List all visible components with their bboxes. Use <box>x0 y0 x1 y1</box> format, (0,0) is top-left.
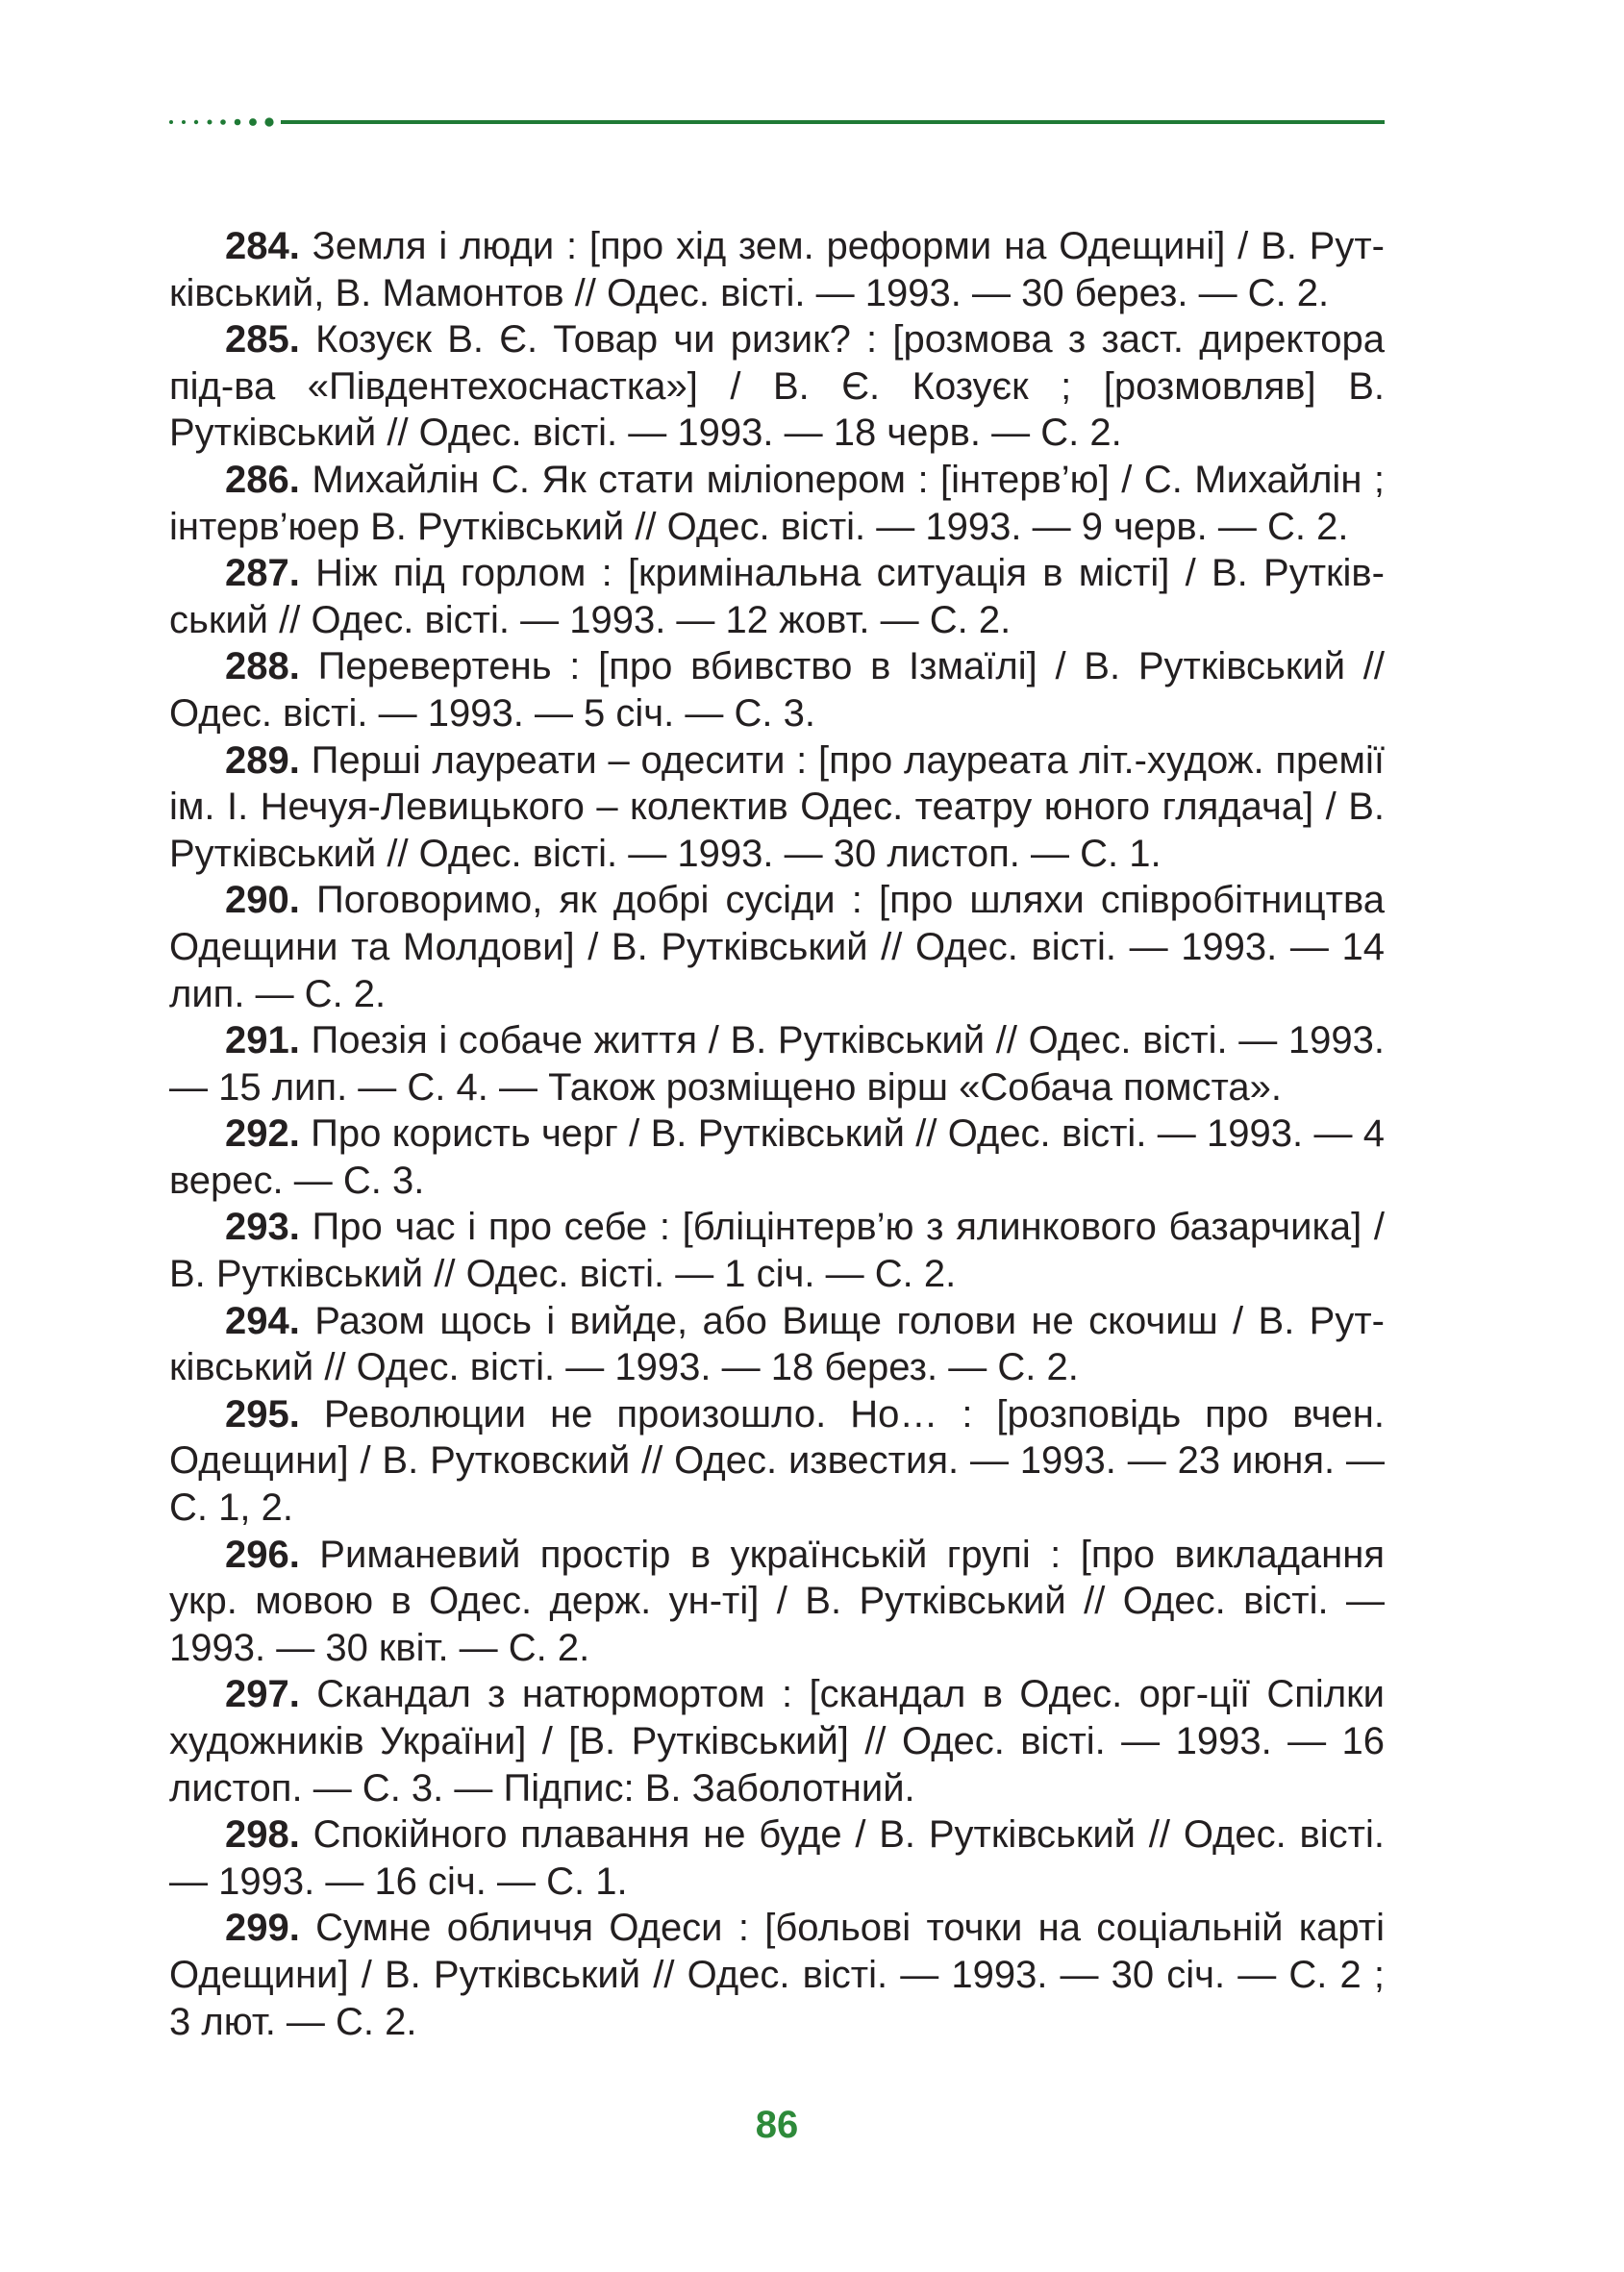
entry-number: 293. <box>225 1206 300 1249</box>
entry-text: Про користь черг / В. Рутківський // Одес. вісті. — 1993. — 4 верес. — С. 3. <box>169 1112 1385 1202</box>
dotted-line-icon <box>168 115 1385 129</box>
bibliography-entry <box>169 1811 1385 1905</box>
bibliography-entry <box>169 1532 1385 1672</box>
entry-number: 290. <box>225 879 300 922</box>
bibliography-entry <box>169 1905 1385 2045</box>
entry-text: Скандал з натюрмортом : [скандал в Одес. орг-ції Спілки художників України] / [В. Рутківський] // Одес. вісті. — 1993. — 16 листоп. — С. 3. — Підпис: В. Заболотний. <box>169 1673 1385 1810</box>
entry-number: 298. <box>225 1813 300 1857</box>
entry-number: 285. <box>225 318 300 362</box>
bibliography-entry <box>169 1298 1385 1391</box>
entry-number: 286. <box>225 458 300 501</box>
entry-text: Михайлін С. Як стати мілionером : [інтерв’ю] / С. Михайлін ; інтерв’юер В. Рутківський // Одес. вісті. — 1993. — 9 черв. — С. 2. <box>169 458 1385 548</box>
bibliography-entry <box>169 457 1385 550</box>
entry-number: 297. <box>225 1673 300 1716</box>
bibliography-entry <box>169 1391 1385 1532</box>
entry-number: 299. <box>225 1907 300 1950</box>
entry-number: 292. <box>225 1112 300 1156</box>
entry-text: Революции не произошло. Но… : [розповідь про вчен. Одещини] / В. Рутковский // Одес. известия. — 1993. — 23 июня. — С. 1, 2. <box>169 1392 1385 1530</box>
entry-text: Земля і люди : [про хід зем. реформи на Одещині] / В. Рутківський, В. Мамонтов // Одес. вісті. — 1993. — 30 берез. — С. 2. <box>169 225 1385 314</box>
bibliography-entry <box>169 643 1385 737</box>
entry-text: Разом щось і вийде, або Вище голови не скочиш / В. Рутківський // Одес. вісті. — 1993. — 18 берез. — С. 2. <box>169 1299 1385 1389</box>
entry-number: 284. <box>225 225 300 267</box>
entry-text: Перші лауреати – одесити : [про лауреата літ.-худож. премії ім. І. Нечуя-Левицького – колектив Одес. театру юного глядача] / В. Рутківський // Одес. вісті. — 1993. — 30 листоп. — С. 1. <box>169 738 1385 875</box>
entry-text: Риманевий простір в українській групі : [про викладання укр. мовою в Одес. держ. ун-ті] / В. Рутківський // Одес. вісті. — 1993. — 30 квіт. — С. 2. <box>169 1533 1385 1669</box>
entry-text: Поезія і собаче життя / В. Рутківський // Одес. вісті. — 1993. — 15 лип. — С. 4. — Також розміщено вірш «Собача помста». <box>169 1019 1385 1109</box>
entry-text: Перевертень : [про вбивство в Ізмаїлі] / В. Рутківський // Одес. вісті. — 1993. — 5 січ. — С. 3. <box>169 645 1385 735</box>
entry-text: Козуєк В. Є. Товар чи ризик? : [розмова з заст. директора під-ва «Південтехоснастка»] / В. Є. Козуєк ; [розмовляв] В. Рутківський // Одес. вісті. — 1993. — 18 черв. — С. 2. <box>169 318 1385 455</box>
entry-number: 295. <box>225 1392 300 1436</box>
entry-text: Про час і про себе : [бліцінтерв’ю з ялинкового базарчика] / В. Рутківський // Одес. вісті. — 1 січ. — С. 2. <box>169 1206 1385 1296</box>
entry-number: 291. <box>225 1019 300 1062</box>
entry-text: Поговоримо, як добрі сусіди : [про шляхи співробітництва Одещини та Молдови] / В. Рутківський // Одес. вісті. — 1993. — 14 лип. — С. 2. <box>169 879 1385 1015</box>
entry-text: Спокійного плавання не буде / В. Рутківський // Одес. вісті. — 1993. — 16 січ. — С. 1. <box>169 1813 1385 1903</box>
bibliography-entry <box>169 737 1385 878</box>
bibliography-entry <box>169 223 1385 316</box>
entry-number: 289. <box>225 738 300 782</box>
page-number: 86 <box>755 2104 799 2146</box>
bibliography-entry <box>169 1671 1385 1811</box>
entry-number: 288. <box>225 645 300 688</box>
bibliography-entry <box>169 316 1385 457</box>
entry-text: Ніж під горлом : [кримінальна ситуація в місті] / В. Рутківський // Одес. вісті. — 1993. — 12 жовт. — С. 2. <box>169 552 1385 641</box>
bibliography-entry <box>169 877 1385 1017</box>
entry-text: Сумне обличчя Одеси : [больові точки на соціальній карті Одещини] / В. Рутківський // Одес. вісті. — 1993. — 30 січ. — С. 2 ; 3 лют. — С. 2. <box>169 1907 1385 2043</box>
bibliography-entry <box>169 1111 1385 1204</box>
bibliography-entry <box>169 1204 1385 1297</box>
bibliography-entry <box>169 550 1385 643</box>
entry-number: 287. <box>225 552 300 595</box>
entry-number: 294. <box>225 1299 300 1342</box>
header-decorative-rule <box>168 115 1385 129</box>
bibliography-list <box>169 223 1385 2045</box>
entry-number: 296. <box>225 1533 300 1576</box>
bibliography-entry <box>169 1017 1385 1111</box>
